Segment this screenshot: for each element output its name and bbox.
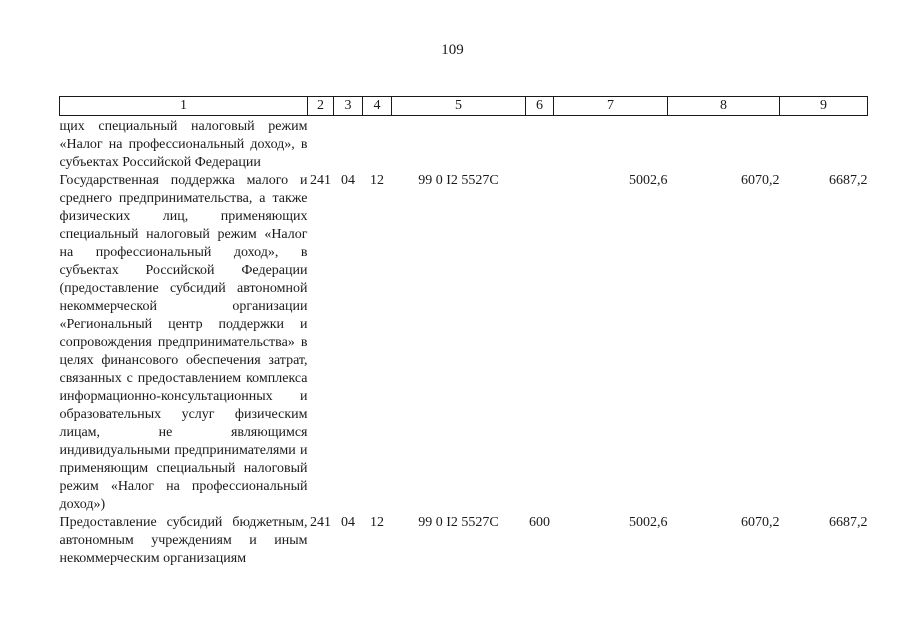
row-expense-type <box>526 118 554 172</box>
row-amount-1: 5002,6 <box>629 173 668 188</box>
header-col-1: 1 <box>60 97 308 116</box>
header-col-3: 3 <box>334 97 363 116</box>
row-admin-code: 241 <box>310 515 331 530</box>
row-admin-code <box>308 118 334 172</box>
row-target-article <box>392 118 526 172</box>
row-target-article: 99 0 I2 5527C <box>418 515 499 530</box>
budget-table <box>59 96 868 568</box>
row-section <box>334 118 363 172</box>
page-number: 109 <box>441 42 464 58</box>
row-subsection <box>363 118 392 172</box>
row-section: 04 <box>341 173 355 188</box>
row-subsection: 12 <box>370 515 384 530</box>
row-amount-3 <box>780 118 868 172</box>
header-col-6: 6 <box>526 97 554 116</box>
row-section: 04 <box>341 515 355 530</box>
row-expense-type <box>526 172 554 514</box>
row-amount-2 <box>668 118 780 172</box>
row-subsection: 12 <box>370 173 384 188</box>
header-col-4: 4 <box>363 97 392 116</box>
table-row <box>60 172 868 514</box>
table-header-row <box>60 97 868 116</box>
row-amount-2: 6070,2 <box>741 515 780 530</box>
row-expense-type: 600 <box>529 515 550 530</box>
row-description: щих специальный налоговый режим «Налог на профессиональный доход», в субъектах Российской Федерации <box>59 119 308 170</box>
row-amount-3: 6687,2 <box>829 173 868 188</box>
row-admin-code: 241 <box>310 173 331 188</box>
row-description: Государственная поддержка малого и среднего предпринимательства, а также физических лиц, применяющих специальный налоговый режим «Налог на профессиональный доход», в субъектах Российской Федерации (предоставление субсидий автономной некоммерческой организации «Региональный центр поддержки и сопровождения предпринимательства» в целях финансового обеспечения затрат, связанных с предоставлением комплекса информационно-консультационных и образовательных услуг физическим лицам, не являющимся индивидуальными предпринимателями и применяющим специальный налоговый режим «Налог на профессиональный доход») <box>59 173 308 512</box>
row-amount-2: 6070,2 <box>741 173 780 188</box>
table-row <box>60 118 868 172</box>
row-target-article: 99 0 I2 5527C <box>418 173 499 188</box>
row-description: Предоставление субсидий бюджетным, автономным учреждениям и иным некоммерческим организациям <box>59 515 308 566</box>
row-amount-3: 6687,2 <box>829 515 868 530</box>
table-row <box>60 514 868 568</box>
row-amount-1: 5002,6 <box>629 515 668 530</box>
header-col-9: 9 <box>780 97 868 116</box>
header-col-7: 7 <box>554 97 668 116</box>
header-col-8: 8 <box>668 97 780 116</box>
header-col-5: 5 <box>392 97 526 116</box>
row-amount-1 <box>554 118 668 172</box>
header-col-2: 2 <box>308 97 334 116</box>
